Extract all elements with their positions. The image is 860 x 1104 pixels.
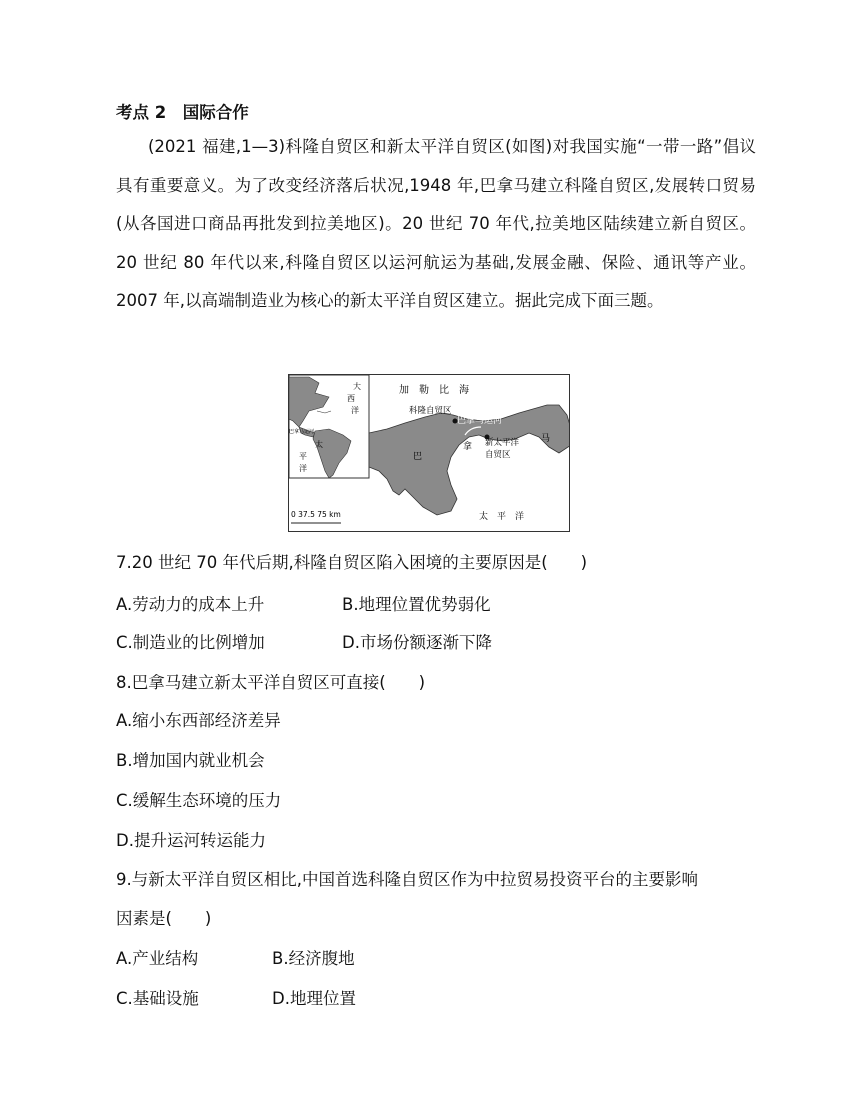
q7-option-c[interactable]: C.制造业的比例增加 (116, 633, 265, 652)
intro-text: (2021 福建,1—3)科隆自贸区和新太平洋自贸区(如图)对我国实施“一带一路”倡议具有重要意义。为了改变经济落后状况,1948 年,巴拿马建立科隆自贸区,发展转口贸易(从各国进口商品再批发到拉美地区)。20 世纪 70 年代,拉美地区陆续建立新自贸区。20 世纪 80 年代以来,科隆自贸区以运河航运为基础,发展金融、保险、通讯等产业。2007 年,以高端制造业为核心的新太平洋自贸区建立。据此完成下面三题。 (116, 137, 756, 310)
q9-option-c[interactable]: C.基础设施 (116, 989, 199, 1008)
inset-atlantic-2: 西 (347, 394, 355, 403)
inset-pacific-1: 太 (315, 440, 323, 449)
country-label-na: 拿 (463, 442, 473, 452)
q9-option-a[interactable]: A.产业结构 (116, 949, 199, 968)
canal-label: 巴拿马运河 (457, 416, 503, 426)
q8-stem: 8.巴拿马建立新太平洋自贸区可直接( ) (116, 673, 426, 692)
new-pacific-label-2: 自贸区 (485, 450, 511, 460)
q7-option-b[interactable]: B.地理位置优势弱化 (342, 595, 491, 614)
inset-atlantic-1: 大 (353, 382, 361, 391)
intro-paragraph (116, 128, 756, 321)
q9-stem-line2: 因素是( ) (116, 909, 212, 928)
inset-panama-label: 巴拿马运河 (289, 429, 315, 435)
section-title: 考点 2 国际合作 (116, 103, 249, 122)
country-label-ma: 马 (541, 434, 551, 444)
q7-option-a[interactable]: A.劳动力的成本上升 (116, 595, 265, 614)
inset-pacific-3: 洋 (299, 464, 307, 473)
new-pacific-label-1: 新太平洋 (485, 438, 520, 448)
q7-option-d[interactable]: D.市场份额逐渐下降 (342, 633, 492, 652)
q9-option-d[interactable]: D.地理位置 (272, 989, 356, 1008)
q7-stem: 7.20 世纪 70 年代后期,科隆自贸区陷入困境的主要原因是( ) (116, 553, 588, 572)
country-label-ba: 巴 (413, 452, 423, 462)
pacific-label: 太 平 洋 (479, 512, 525, 522)
inset-atlantic-3: 洋 (351, 406, 359, 415)
q8-option-a[interactable]: A.缩小东西部经济差异 (116, 711, 281, 730)
q9-stem-line1: 9.与新太平洋自贸区相比,中国首选科隆自贸区作为中拉贸易投资平台的主要影响 (116, 870, 698, 889)
q8-option-b[interactable]: B.增加国内就业机会 (116, 751, 265, 770)
caribbean-label: 加 勒 比 海 (399, 385, 469, 396)
q9-option-b[interactable]: B.经济腹地 (272, 949, 355, 968)
colon-zone-label: 科隆自贸区 (409, 406, 452, 416)
inset-pacific-2: 平 (299, 452, 307, 461)
scale-label: 0 37.5 75 km (291, 510, 341, 519)
map-svg (289, 375, 570, 532)
q8-option-d[interactable]: D.提升运河转运能力 (116, 831, 266, 850)
q8-option-c[interactable]: C.缓解生态环境的压力 (116, 791, 282, 810)
panama-map (288, 374, 570, 532)
